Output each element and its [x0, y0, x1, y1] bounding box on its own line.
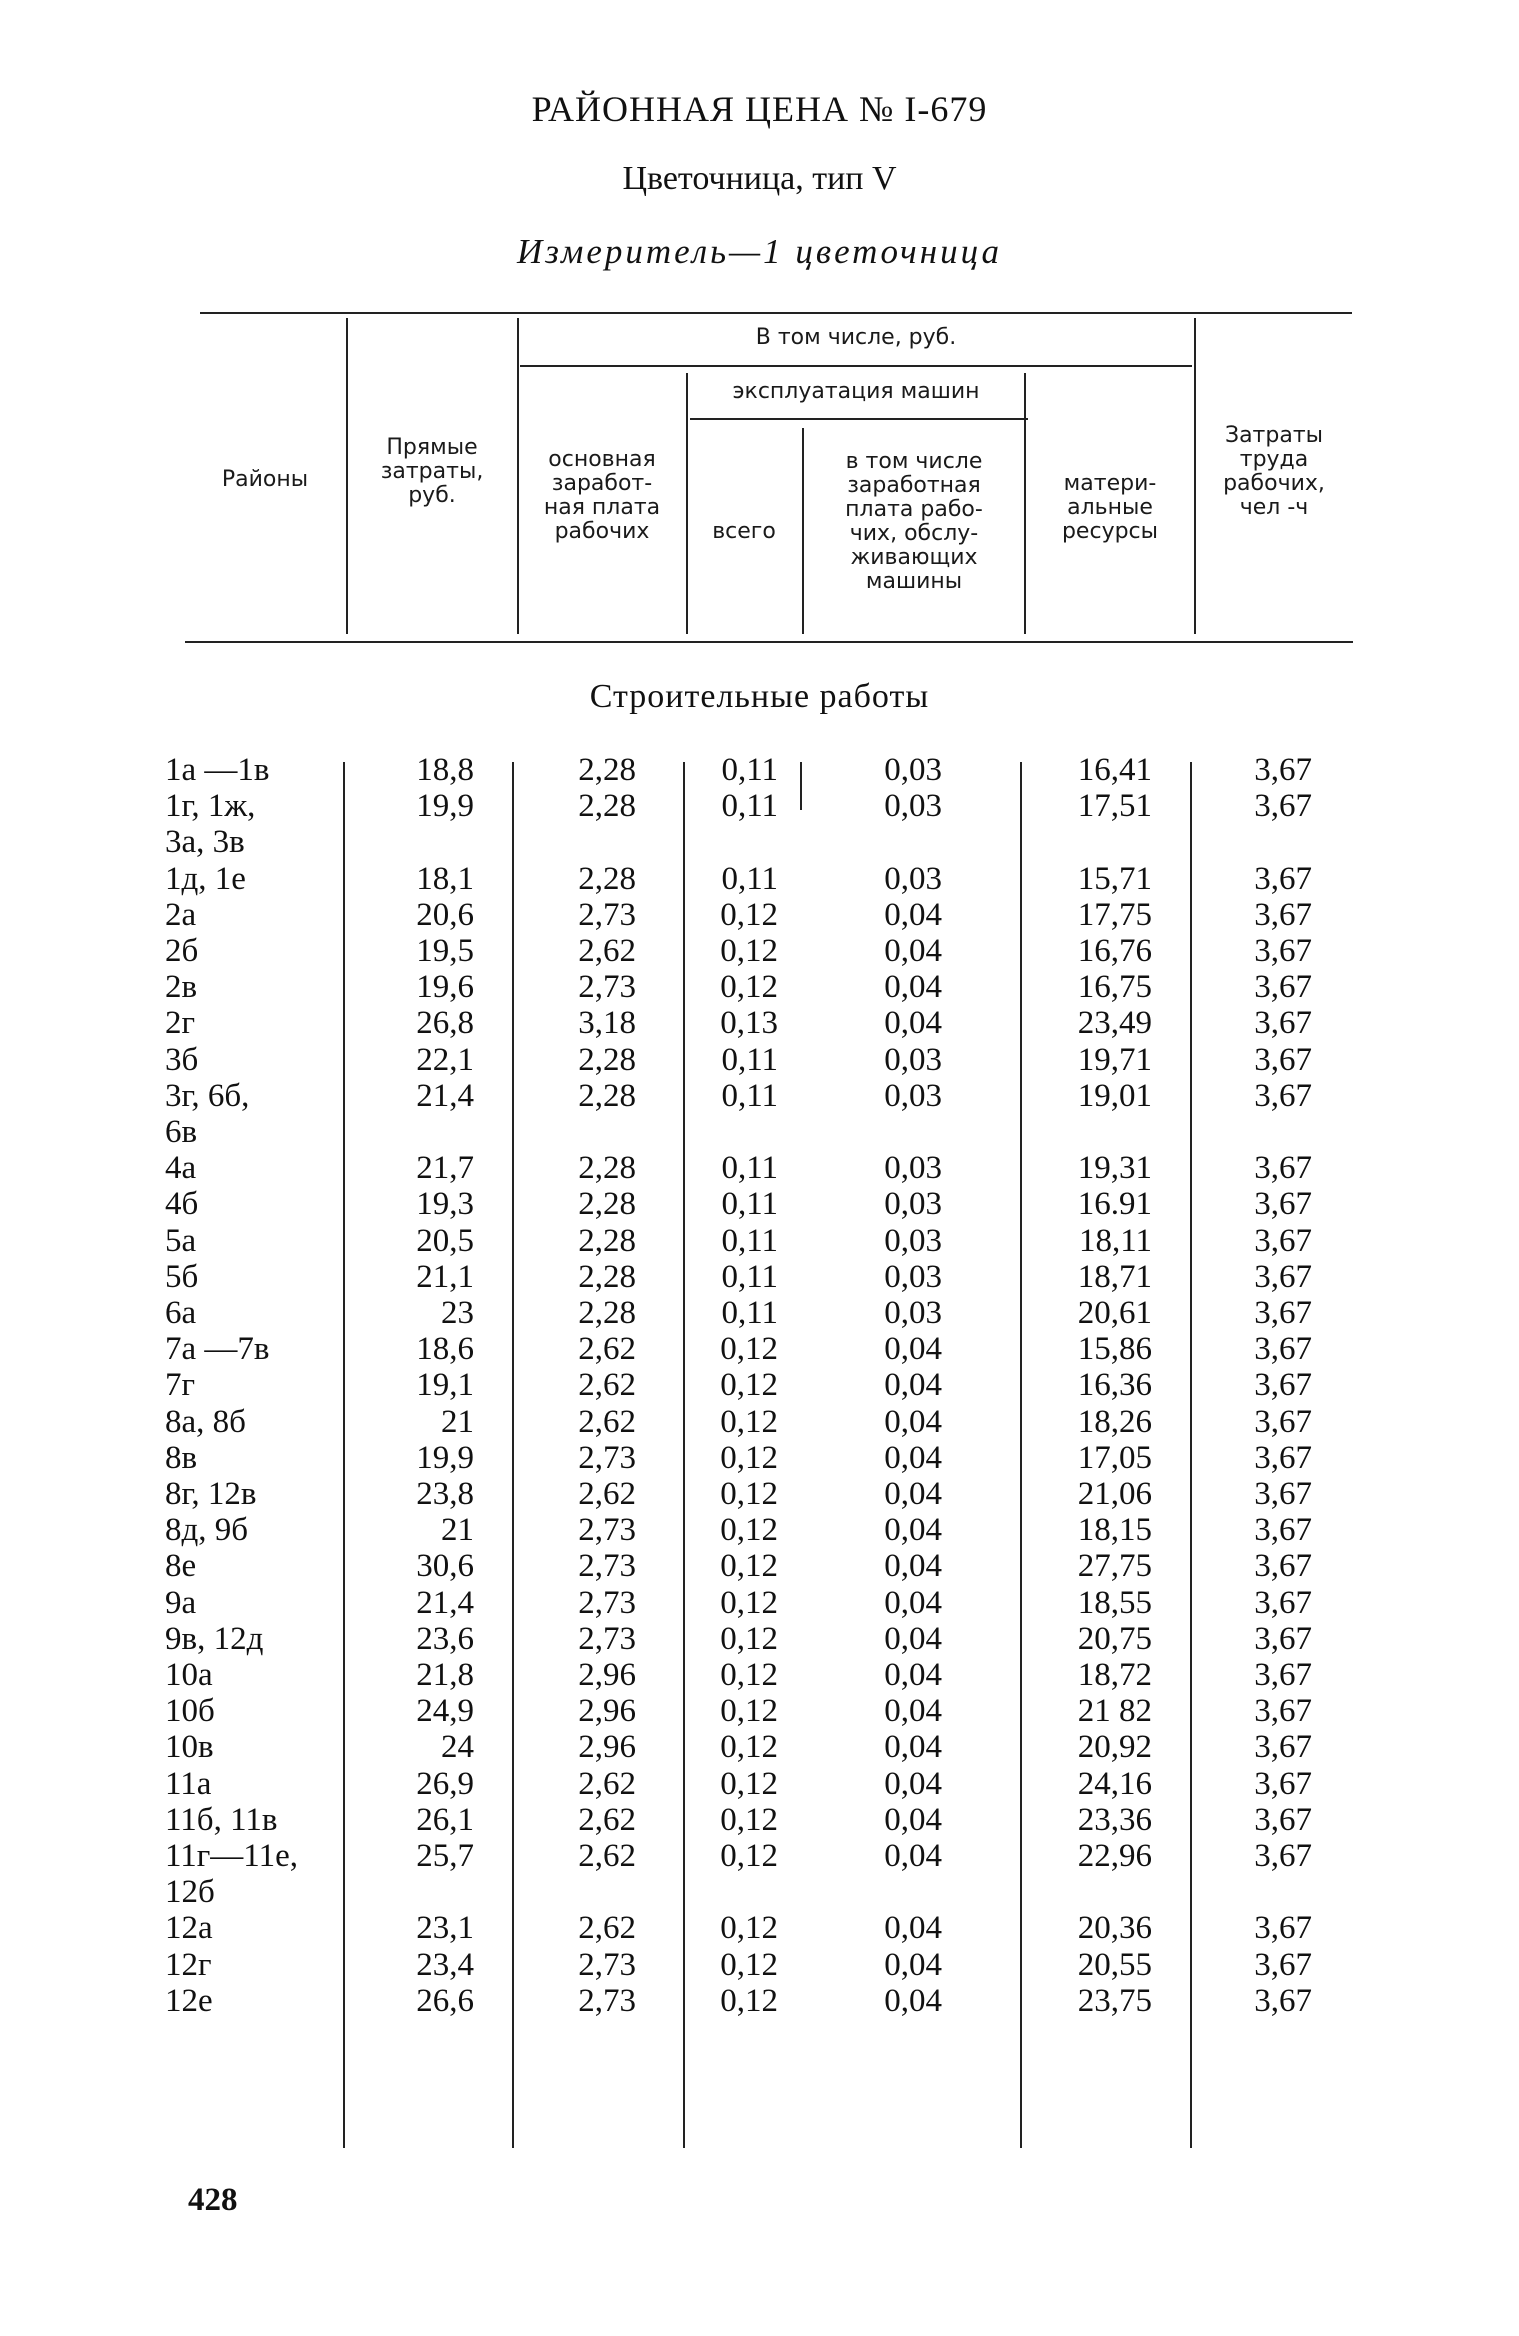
- base-wage-cell: 2,73: [578, 1982, 636, 2019]
- page-title: РАЙОННАЯ ЦЕНА № I-679: [531, 89, 988, 129]
- region-cell: 2г: [165, 1005, 196, 1042]
- base-wage-cell: 2,96: [578, 1657, 636, 1693]
- direct-cost-cell: 20,6: [416, 896, 474, 933]
- labor-cell: 3,67: [1254, 1295, 1312, 1331]
- table-row: [0, 1078, 1519, 1114]
- region-cell: 8д, 9б: [165, 1512, 249, 1549]
- machine-total-cell: 0,11: [721, 1041, 778, 1078]
- region-cell: 8а, 8б: [165, 1403, 246, 1440]
- machine-wage-cell: 0,04: [884, 1765, 942, 1802]
- labor-cell: 3,67: [1254, 1367, 1312, 1404]
- materials-cell: 23,49: [1077, 1005, 1152, 1042]
- table-row: [0, 1005, 1519, 1041]
- machine-wage-cell: 0,03: [884, 752, 942, 788]
- direct-cost-cell: 18,8: [416, 752, 474, 788]
- machine-wage-cell: 0,04: [884, 1620, 942, 1657]
- table-row: [0, 1910, 1519, 1946]
- materials-cell: 24,16: [1077, 1765, 1152, 1802]
- base-wage-cell: 2,73: [578, 896, 636, 933]
- table-row: [0, 969, 1519, 1005]
- col-divider-6-header: [1194, 318, 1196, 634]
- labor-cell: 3,67: [1254, 1838, 1312, 1874]
- table-row: [0, 1440, 1519, 1476]
- labor-cell: 3,67: [1254, 1657, 1312, 1693]
- col-divider-3-header: [686, 373, 688, 634]
- region-cell: 3б: [165, 1041, 199, 1078]
- table-row: [0, 1983, 1519, 2019]
- table-row: [0, 1621, 1519, 1657]
- machine-total-cell: 0,12: [720, 1620, 778, 1657]
- base-wage-cell: 2,62: [578, 1476, 636, 1512]
- machine-wage-cell: 0,04: [884, 1005, 942, 1042]
- labor-cell: 3,67: [1254, 1982, 1312, 2019]
- base-wage-cell: 2,62: [578, 933, 636, 969]
- direct-cost-cell: 21,4: [416, 1077, 474, 1114]
- direct-cost-cell: 19,6: [416, 969, 474, 1006]
- materials-cell: 20,92: [1077, 1729, 1152, 1766]
- region-cell: 9в, 12д: [165, 1620, 264, 1657]
- labor-cell: 3,67: [1254, 860, 1312, 897]
- materials-cell: 18,55: [1077, 1584, 1152, 1621]
- base-wage-cell: 2,28: [578, 1150, 636, 1187]
- materials-cell: 15,71: [1077, 860, 1152, 897]
- materials-cell: 20,61: [1077, 1295, 1152, 1331]
- table-row: [0, 897, 1519, 933]
- region-cell: 8е: [165, 1548, 197, 1585]
- table-row: [0, 1404, 1519, 1440]
- table-row: [0, 824, 1519, 860]
- materials-cell: 16,76: [1077, 933, 1152, 969]
- base-wage-cell: 2,62: [578, 1838, 636, 1874]
- base-wage-cell: 2,28: [578, 788, 636, 825]
- machine-total-cell: 0,12: [720, 1367, 778, 1404]
- machine-total-cell: 0,12: [720, 1657, 778, 1693]
- machine-wage-cell: 0,04: [884, 1838, 942, 1874]
- materials-cell: 23,75: [1077, 1982, 1152, 2019]
- table-row: [0, 788, 1519, 824]
- table-row: [0, 1295, 1519, 1331]
- machine-total-cell: 0,11: [721, 788, 778, 825]
- base-wage-cell: 2,28: [578, 860, 636, 897]
- machine-wage-cell: 0,04: [884, 1982, 942, 2019]
- machine-total-cell: 0,12: [720, 933, 778, 969]
- machine-total-cell: 0,12: [720, 969, 778, 1006]
- machine-total-cell: 0,11: [721, 1222, 778, 1259]
- machine-total-cell: 0,12: [720, 1729, 778, 1766]
- table-row: [0, 1186, 1519, 1222]
- header-direct-costs: Прямые затраты, руб.: [380, 435, 484, 508]
- machine-total-cell: 0,11: [721, 1077, 778, 1114]
- machine-total-cell: 0,11: [721, 752, 778, 788]
- machine-wage-cell: 0,03: [884, 1186, 942, 1223]
- direct-cost-cell: 30,6: [416, 1548, 474, 1585]
- machine-total-cell: 0,12: [720, 1403, 778, 1440]
- machine-wage-cell: 0,04: [884, 1910, 942, 1947]
- direct-cost-cell: 19,9: [416, 1439, 474, 1476]
- table-row: [0, 1802, 1519, 1838]
- direct-cost-cell: 23,6: [416, 1620, 474, 1657]
- materials-cell: 15,86: [1077, 1331, 1152, 1368]
- direct-cost-cell: 24,9: [416, 1693, 474, 1730]
- table-row: [0, 1548, 1519, 1584]
- materials-cell: 16.91: [1077, 1186, 1152, 1223]
- labor-cell: 3,67: [1254, 1548, 1312, 1585]
- table-row: [0, 752, 1519, 788]
- region-cell: 11а: [165, 1765, 212, 1802]
- direct-cost-cell: 21,4: [416, 1584, 474, 1621]
- region-cell: 5а: [165, 1222, 197, 1259]
- machine-total-cell: 0,13: [720, 1005, 778, 1042]
- materials-cell: 17,75: [1077, 896, 1152, 933]
- direct-cost-cell: 24: [441, 1729, 474, 1766]
- machine-wage-cell: 0,03: [884, 1077, 942, 1114]
- materials-cell: 19,71: [1077, 1041, 1152, 1078]
- labor-cell: 3,67: [1254, 1620, 1312, 1657]
- base-wage-cell: 2,73: [578, 1584, 636, 1621]
- machine-total-cell: 0,12: [720, 1982, 778, 2019]
- table-row: [0, 1042, 1519, 1078]
- table-row: [0, 861, 1519, 897]
- machine-wage-cell: 0,03: [884, 1222, 942, 1259]
- machine-wage-cell: 0,04: [884, 1439, 942, 1476]
- region-cell: 11г—11е,: [165, 1838, 298, 1874]
- labor-cell: 3,67: [1254, 1258, 1312, 1295]
- table-row: [0, 1223, 1519, 1259]
- machine-wage-cell: 0,04: [884, 1476, 942, 1512]
- labor-cell: 3,67: [1254, 1693, 1312, 1730]
- direct-cost-cell: 23: [441, 1295, 474, 1331]
- region-cell: 1д, 1е: [165, 860, 246, 897]
- machine-wage-cell: 0,04: [884, 933, 942, 969]
- base-wage-cell: 2,28: [578, 1222, 636, 1259]
- direct-cost-cell: 23,1: [416, 1910, 474, 1947]
- machine-total-cell: 0,11: [721, 1295, 778, 1331]
- machine-wage-cell: 0,03: [884, 1295, 942, 1331]
- base-wage-cell: 2,62: [578, 1403, 636, 1440]
- header-machine-total: всего: [712, 519, 776, 544]
- materials-cell: 21 82: [1077, 1693, 1152, 1730]
- region-cell: 11б, 11в: [165, 1801, 278, 1838]
- table-row: [0, 1476, 1519, 1512]
- base-wage-cell: 2,73: [578, 1439, 636, 1476]
- table-row: [0, 1114, 1519, 1150]
- machine-total-cell: 0,11: [721, 860, 778, 897]
- region-cell: 10в: [165, 1729, 214, 1766]
- labor-cell: 3,67: [1254, 1729, 1312, 1766]
- col-divider-1-header: [346, 318, 348, 634]
- header-materials: матери- альные ресурсы: [1061, 471, 1159, 544]
- machine-total-cell: 0,12: [720, 1801, 778, 1838]
- region-cell: 12а: [165, 1910, 213, 1947]
- materials-cell: 27,75: [1077, 1548, 1152, 1585]
- machine-total-cell: 0,12: [720, 1693, 778, 1730]
- direct-cost-cell: 19,1: [416, 1367, 474, 1404]
- materials-cell: 18,71: [1077, 1258, 1152, 1295]
- table-row: [0, 1150, 1519, 1186]
- base-wage-cell: 2,28: [578, 1295, 636, 1331]
- region-cell: 12г: [165, 1946, 212, 1983]
- direct-cost-cell: 20,5: [416, 1222, 474, 1259]
- region-cell: 6а: [165, 1295, 197, 1331]
- col-divider-5-header: [1024, 373, 1026, 634]
- base-wage-cell: 2,62: [578, 1367, 636, 1404]
- table-row: [0, 1729, 1519, 1765]
- region-cell: 2в: [165, 969, 198, 1006]
- direct-cost-cell: 26,1: [416, 1801, 474, 1838]
- table-row: [0, 1766, 1519, 1802]
- header-labor: Затраты труда рабочих, чел -ч: [1223, 423, 1325, 520]
- labor-cell: 3,67: [1254, 1403, 1312, 1440]
- machine-total-cell: 0,12: [720, 1512, 778, 1549]
- machine-total-cell: 0,12: [720, 1584, 778, 1621]
- machine-total-cell: 0,12: [720, 1765, 778, 1802]
- table-row: [0, 1874, 1519, 1910]
- labor-cell: 3,67: [1254, 1765, 1312, 1802]
- base-wage-cell: 2,73: [578, 1512, 636, 1549]
- header-districts: Районы: [221, 467, 309, 492]
- machine-wage-cell: 0,04: [884, 1729, 942, 1766]
- materials-cell: 16,36: [1077, 1367, 1152, 1404]
- labor-cell: 3,67: [1254, 752, 1312, 788]
- labor-cell: 3,67: [1254, 1439, 1312, 1476]
- table-top-rule: [200, 312, 1352, 314]
- materials-cell: 21,06: [1077, 1476, 1152, 1512]
- machine-total-cell: 0,11: [721, 1258, 778, 1295]
- materials-cell: 20,36: [1077, 1910, 1152, 1947]
- machine-total-cell: 0,11: [721, 1186, 778, 1223]
- table-row: [0, 1512, 1519, 1548]
- materials-cell: 16,75: [1077, 969, 1152, 1006]
- region-cell: 5б: [165, 1258, 199, 1295]
- table-row: [0, 1657, 1519, 1693]
- region-cell: 3а, 3в: [165, 824, 245, 861]
- materials-cell: 22,96: [1077, 1838, 1152, 1874]
- base-wage-cell: 2,96: [578, 1729, 636, 1766]
- machine-total-cell: 0,12: [720, 1548, 778, 1585]
- labor-cell: 3,67: [1254, 1910, 1312, 1947]
- machine-total-cell: 0,12: [720, 1910, 778, 1947]
- machine-wage-cell: 0,03: [884, 860, 942, 897]
- machine-total-cell: 0,12: [720, 1331, 778, 1368]
- labor-cell: 3,67: [1254, 933, 1312, 969]
- machine-wage-cell: 0,03: [884, 1150, 942, 1187]
- base-wage-cell: 2,28: [578, 1258, 636, 1295]
- region-cell: 4б: [165, 1186, 199, 1223]
- header-base-wage: основная заработ- ная плата рабочих: [543, 447, 661, 544]
- machine-wage-cell: 0,04: [884, 1403, 942, 1440]
- labor-cell: 3,67: [1254, 1801, 1312, 1838]
- region-cell: 9а: [165, 1584, 197, 1621]
- machine-total-cell: 0,11: [721, 1150, 778, 1187]
- machine-total-cell: 0,12: [720, 1838, 778, 1874]
- region-cell: 10а: [165, 1657, 213, 1693]
- machine-wage-cell: 0,03: [884, 1258, 942, 1295]
- direct-cost-cell: 18,6: [416, 1331, 474, 1368]
- labor-cell: 3,67: [1254, 1222, 1312, 1259]
- base-wage-cell: 2,28: [578, 1186, 636, 1223]
- direct-cost-cell: 21: [441, 1512, 474, 1549]
- materials-cell: 17,51: [1077, 788, 1152, 825]
- region-cell: 12е: [165, 1982, 213, 2019]
- machine-wage-cell: 0,04: [884, 1367, 942, 1404]
- region-cell: 7г: [165, 1367, 196, 1404]
- direct-cost-cell: 19,5: [416, 933, 474, 969]
- direct-cost-cell: 25,7: [416, 1838, 474, 1874]
- machine-wage-cell: 0,04: [884, 1693, 942, 1730]
- region-cell: 6в: [165, 1114, 198, 1150]
- region-cell: 1а —1в: [165, 752, 270, 788]
- labor-cell: 3,67: [1254, 1150, 1312, 1187]
- direct-cost-cell: 23,4: [416, 1946, 474, 1983]
- region-cell: 7а —7в: [165, 1331, 270, 1368]
- base-wage-cell: 2,62: [578, 1331, 636, 1368]
- materials-cell: 17,05: [1077, 1439, 1152, 1476]
- labor-cell: 3,67: [1254, 1512, 1312, 1549]
- labor-cell: 3,67: [1254, 1041, 1312, 1078]
- table-row: [0, 1838, 1519, 1874]
- labor-cell: 3,67: [1254, 1946, 1312, 1983]
- labor-cell: 3,67: [1254, 1005, 1312, 1042]
- base-wage-cell: 2,62: [578, 1801, 636, 1838]
- base-wage-cell: 2,28: [578, 752, 636, 788]
- machine-wage-cell: 0,04: [884, 1946, 942, 1983]
- direct-cost-cell: 26,8: [416, 1005, 474, 1042]
- direct-cost-cell: 26,9: [416, 1765, 474, 1802]
- labor-cell: 3,67: [1254, 788, 1312, 825]
- machine-wage-cell: 0,04: [884, 1584, 942, 1621]
- base-wage-cell: 2,28: [578, 1077, 636, 1114]
- materials-cell: 16,41: [1077, 752, 1152, 788]
- labor-cell: 3,67: [1254, 1077, 1312, 1114]
- machine-total-cell: 0,12: [720, 1476, 778, 1512]
- machine-wage-cell: 0,04: [884, 969, 942, 1006]
- header-bottom-rule: [185, 641, 1353, 643]
- materials-cell: 20,55: [1077, 1946, 1152, 1983]
- machine-wage-cell: 0,03: [884, 1041, 942, 1078]
- machine-wage-cell: 0,04: [884, 1331, 942, 1368]
- header-including: В том числе, руб.: [755, 325, 957, 350]
- materials-cell: 19,01: [1077, 1077, 1152, 1114]
- base-wage-cell: 2,73: [578, 969, 636, 1006]
- col-divider-4-header: [802, 428, 804, 634]
- table-row: [0, 1585, 1519, 1621]
- base-wage-cell: 2,62: [578, 1910, 636, 1947]
- materials-cell: 19,31: [1077, 1150, 1152, 1187]
- direct-cost-cell: 18,1: [416, 860, 474, 897]
- base-wage-cell: 2,62: [578, 1765, 636, 1802]
- machine-wage-cell: 0,04: [884, 1801, 942, 1838]
- machine-wage-cell: 0,04: [884, 1548, 942, 1585]
- base-wage-cell: 2,73: [578, 1548, 636, 1585]
- labor-cell: 3,67: [1254, 1186, 1312, 1223]
- table-row: [0, 933, 1519, 969]
- materials-cell: 18,72: [1077, 1657, 1152, 1693]
- table-row: [0, 1331, 1519, 1367]
- direct-cost-cell: 23,8: [416, 1476, 474, 1512]
- unit-of-measure: Измеритель—1 цветочница: [516, 232, 1003, 271]
- region-cell: 4а: [165, 1150, 197, 1187]
- region-cell: 8г, 12в: [165, 1476, 257, 1512]
- including-rule: [520, 365, 1192, 367]
- direct-cost-cell: 21,1: [416, 1258, 474, 1295]
- machine-wage-cell: 0,04: [884, 1657, 942, 1693]
- machine-wage-cell: 0,04: [884, 1512, 942, 1549]
- base-wage-cell: 2,73: [578, 1620, 636, 1657]
- table-row: [0, 1693, 1519, 1729]
- item-subtitle: Цветочница, тип V: [622, 160, 897, 197]
- machine-total-cell: 0,12: [720, 1439, 778, 1476]
- direct-cost-cell: 21,7: [416, 1150, 474, 1187]
- materials-cell: 18,11: [1078, 1222, 1152, 1259]
- header-machine-wage: в том числе заработная плата рабо- чих, обслу- живающих машины: [845, 449, 983, 594]
- materials-cell: 20,75: [1077, 1620, 1152, 1657]
- materials-cell: 18,15: [1077, 1512, 1152, 1549]
- labor-cell: 3,67: [1254, 969, 1312, 1006]
- machine-total-cell: 0,12: [720, 1946, 778, 1983]
- machine-operation-rule: [690, 418, 1028, 420]
- direct-cost-cell: 26,6: [416, 1982, 474, 2019]
- materials-cell: 18,26: [1077, 1403, 1152, 1440]
- region-cell: 10б: [165, 1693, 215, 1730]
- machine-total-cell: 0,12: [720, 896, 778, 933]
- direct-cost-cell: 22,1: [416, 1041, 474, 1078]
- table-row: [0, 1947, 1519, 1983]
- direct-cost-cell: 21,8: [416, 1657, 474, 1693]
- table-row: [0, 1367, 1519, 1403]
- labor-cell: 3,67: [1254, 1476, 1312, 1512]
- machine-wage-cell: 0,04: [884, 896, 942, 933]
- base-wage-cell: 2,73: [578, 1946, 636, 1983]
- materials-cell: 23,36: [1077, 1801, 1152, 1838]
- base-wage-cell: 2,28: [578, 1041, 636, 1078]
- direct-cost-cell: 19,3: [416, 1186, 474, 1223]
- region-cell: 12б: [165, 1874, 215, 1911]
- base-wage-cell: 2,96: [578, 1693, 636, 1730]
- header-machine-operation: эксплуатация машин: [732, 379, 980, 404]
- labor-cell: 3,67: [1254, 1584, 1312, 1621]
- region-cell: 3г, 6б,: [165, 1077, 250, 1114]
- base-wage-cell: 3,18: [578, 1005, 636, 1042]
- labor-cell: 3,67: [1254, 1331, 1312, 1368]
- section-title: Строительные работы: [589, 678, 930, 715]
- region-cell: 8в: [165, 1439, 198, 1476]
- region-cell: 2б: [165, 933, 199, 969]
- page-number: 428: [188, 2182, 238, 2218]
- machine-wage-cell: 0,03: [884, 788, 942, 825]
- labor-cell: 3,67: [1254, 896, 1312, 933]
- table-row: [0, 1259, 1519, 1295]
- region-cell: 2а: [165, 896, 197, 933]
- direct-cost-cell: 19,9: [416, 788, 474, 825]
- region-cell: 1г, 1ж,: [165, 788, 256, 825]
- col-divider-2-header: [517, 318, 519, 634]
- direct-cost-cell: 21: [441, 1403, 474, 1440]
